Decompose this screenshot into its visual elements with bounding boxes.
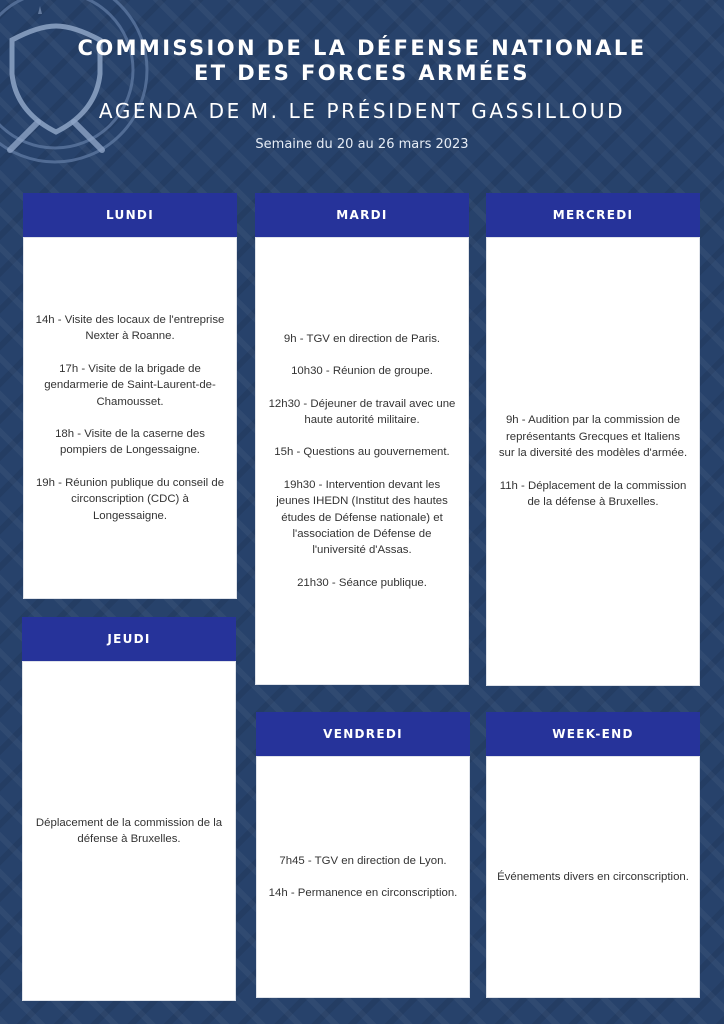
agenda-entry: 10h30 - Réunion de groupe. — [291, 365, 433, 378]
day-body-lundi — [23, 237, 237, 599]
agenda-entry: 14h - Permanence en circonscription. — [268, 887, 458, 899]
agenda-entry: 9h - Audition par la commission de représentants Grecques et Italiens sur la diversité des modèles d'armée. — [498, 414, 688, 460]
day-header-mercredi: MERCREDI — [486, 193, 700, 237]
day-card-lundi — [23, 193, 237, 237]
day-card-weekend — [486, 712, 700, 756]
day-header-jeudi: JEUDI — [22, 617, 236, 661]
agenda-entry: 15h - Questions au gouvernement. — [274, 446, 450, 459]
day-card-mardi — [255, 193, 469, 237]
agenda-entry: 19h30 - Intervention devant les jeunes IHEDN (Institut des hautes études de Défense nationale) et l'association de Défense de l'université d'Assas. — [276, 478, 448, 557]
day-card-jeudi — [22, 617, 236, 661]
agenda-subtitle: AGENDA DE M. LE PRÉSIDENT GASSILLOUD — [98, 99, 626, 123]
day-header-mardi: MARDI — [255, 193, 469, 237]
agenda-entry: 7h45 - TGV en direction de Lyon. — [279, 854, 447, 867]
agenda-entry: 12h30 - Déjeuner de travail avec une haute autorité militaire. — [268, 397, 456, 426]
agenda-entry: Déplacement de la commission de la défense à Bruxelles. — [35, 816, 223, 845]
agenda-entry: 19h - Réunion publique du conseil de circonscription (CDC) à Longessaigne. — [35, 476, 225, 522]
title-line-1: COMMISSION DE LA DÉFENSE NATIONALE — [77, 36, 647, 60]
day-card-vendredi — [256, 712, 470, 756]
agenda-entry: 14h - Visite des locaux de l'entreprise Nexter à Roanne. — [35, 313, 225, 343]
day-body-jeudi — [22, 661, 236, 1001]
week-range: Semaine du 20 au 26 mars 2023 — [255, 137, 469, 152]
agenda-entry: Événements divers en circonscription. — [497, 870, 689, 883]
day-header-vendredi: VENDREDI — [256, 712, 470, 756]
day-header-lundi: LUNDI — [23, 193, 237, 237]
agenda-entry: 18h - Visite de la caserne des pompiers de Longessaigne. — [55, 428, 205, 457]
day-body-vendredi — [256, 756, 470, 998]
day-card-mercredi — [486, 193, 700, 237]
day-header-weekend: WEEK-END — [486, 712, 700, 756]
agenda-entry: 9h - TGV en direction de Paris. — [283, 332, 441, 345]
day-body-weekend — [486, 756, 700, 998]
title-line-2: ET DES FORCES ARMÉES — [194, 61, 530, 85]
day-body-mercredi — [486, 237, 700, 686]
agenda-entry: 17h - Visite de la brigade de gendarmerie de Saint-Laurent-de-Chamousset. — [44, 362, 216, 408]
agenda-entry: 21h30 - Séance publique. — [297, 576, 427, 589]
day-body-mardi — [255, 237, 469, 685]
agenda-entry: 11h - Déplacement de la commission de la défense à Bruxelles. — [499, 479, 687, 509]
